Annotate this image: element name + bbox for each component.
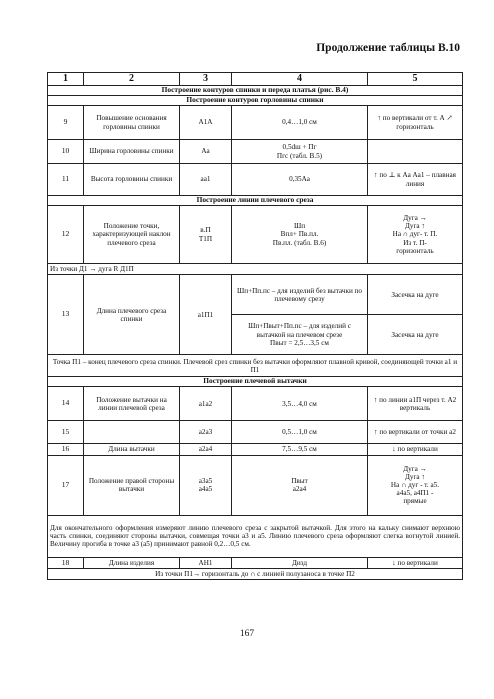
table-continuation-title: Продолжение таблицы В.10 bbox=[316, 42, 460, 54]
row-symbol: а2а4 bbox=[180, 444, 232, 456]
row-note: Точка П1 – конец плечевого среза спинки. Плечевой срез спинки без вытачки оформляют плавной кривой, соединяющей точки а1 и П1 bbox=[48, 355, 463, 377]
row-value: Дизд bbox=[232, 557, 368, 569]
value-line: Впл+ Пв.пл. bbox=[280, 230, 319, 239]
row-value: 7,5…9,5 см bbox=[232, 444, 368, 456]
section-neck: Построение контуров горловины спинки bbox=[48, 96, 463, 106]
row-symbol: А1А bbox=[180, 106, 232, 140]
value-line: а2а4 bbox=[292, 485, 307, 494]
row-symbol bbox=[180, 455, 232, 515]
row-symbol: Аа bbox=[180, 140, 232, 164]
direction-line: Дуга → bbox=[403, 214, 427, 223]
symbol-line: а4а5 bbox=[198, 485, 213, 494]
row-value: 3,5…4,0 см bbox=[232, 387, 368, 421]
row-value: 0,4…1,0 см bbox=[232, 106, 368, 140]
row-direction bbox=[368, 140, 463, 164]
row-direction: ↑ по вертикали от т. А ↗ горизонталь bbox=[368, 106, 463, 140]
row-number: 15 bbox=[48, 421, 84, 444]
row-value bbox=[232, 206, 368, 264]
table-row bbox=[48, 455, 463, 515]
row-name: Длина вытачки bbox=[84, 444, 180, 456]
row-number: 12 bbox=[48, 206, 84, 264]
direction-line: прямые bbox=[403, 497, 427, 506]
row-direction bbox=[368, 206, 463, 264]
direction-line: На ∩ дуг - т. а5. bbox=[390, 481, 440, 490]
table-row bbox=[48, 140, 463, 164]
row-name: Длина плечевого среза спинки bbox=[84, 275, 180, 355]
value-line: Пвыт bbox=[291, 477, 308, 485]
direction-line: Из т. П- bbox=[403, 238, 427, 247]
section-row bbox=[48, 377, 463, 387]
row-symbol: а1П1 bbox=[180, 275, 232, 355]
row-note: Из точки П1→ горизонталь до ∩ с линией полузаноса в точке П2 bbox=[48, 569, 463, 580]
table-row bbox=[48, 275, 463, 315]
row-symbol: АН1 bbox=[180, 557, 232, 569]
direction-line: а4а5, а4П1 - bbox=[396, 489, 434, 498]
row-direction: ↓ по вертикали bbox=[368, 444, 463, 456]
row-direction: ↓ по вертикали bbox=[368, 557, 463, 569]
value-line: Пв.пл. (табл. В.6) bbox=[272, 238, 327, 247]
section-row bbox=[48, 86, 463, 96]
direction-line: горизонталь bbox=[396, 246, 434, 255]
symbol-line: в.П bbox=[200, 226, 211, 235]
section-shoulder: Построение линии плечевого среза bbox=[48, 196, 463, 206]
row-name: Повышение основания горловины спинки bbox=[84, 106, 180, 140]
row-symbol: а2а3 bbox=[180, 421, 232, 444]
table-row bbox=[48, 557, 463, 569]
table-row bbox=[48, 164, 463, 196]
row-symbol: аа1 bbox=[180, 164, 232, 196]
row-value: 0,35Аа bbox=[232, 164, 368, 196]
row-direction bbox=[368, 455, 463, 515]
row-value bbox=[232, 315, 368, 355]
row-symbol bbox=[180, 206, 232, 264]
symbol-line: Т1П bbox=[198, 234, 213, 243]
row-name: Высота горловины спинки bbox=[84, 164, 180, 196]
note-row bbox=[48, 355, 463, 377]
header-col-4: 4 bbox=[232, 73, 368, 86]
section-row bbox=[48, 96, 463, 106]
row-number: 14 bbox=[48, 387, 84, 421]
row-number: 16 bbox=[48, 444, 84, 456]
table-row bbox=[48, 444, 463, 456]
row-number: 10 bbox=[48, 140, 84, 164]
direction-line: Дуга → bbox=[403, 464, 427, 473]
row-name: Длина изделия bbox=[84, 557, 180, 569]
row-direction: ↑ по ⊥ к Аа Аа1 – плавная линия bbox=[368, 164, 463, 196]
section-row bbox=[48, 196, 463, 206]
section-contours: Построение контуров спинки и переда платья (рис. В.4) bbox=[48, 86, 463, 96]
note-row bbox=[48, 569, 463, 580]
row-number: 13 bbox=[48, 275, 84, 355]
row-number: 17 bbox=[48, 455, 84, 515]
direction-line: Дуга ↑ bbox=[404, 222, 426, 231]
header-col-2: 2 bbox=[84, 73, 180, 86]
row-direction: Засечка на дуге bbox=[368, 275, 463, 315]
row-value bbox=[232, 455, 368, 515]
row-note: Для окончательного оформления измеряют линию плечевого среза с закрытой вытачкой. Для этого на кальку снимают верхнюю часть спинки, соединяют стороны вытачки, совмещая точки а3 и а5. Линию плечевого среза оформляют слегка вогнутой линией. Величину прогиба в точке а3 (а5) принимают равной 0,2…0,5 см. bbox=[48, 515, 463, 557]
row-number: 18 bbox=[48, 557, 84, 569]
row-direction: ↑ по вертикали от точки а2 bbox=[368, 421, 463, 444]
row-symbol: а1а2 bbox=[180, 387, 232, 421]
value-line: Шп+Пвыт+Пп.пс – для изделий с вытачкой на плечевом срезе bbox=[248, 322, 351, 339]
row-direction: Засечка на дуге bbox=[368, 315, 463, 355]
table-header-row bbox=[48, 73, 463, 86]
row-value bbox=[232, 140, 368, 164]
row-value: 0,5…1,0 см bbox=[232, 421, 368, 444]
value-line: 0,5dш + Пг bbox=[282, 143, 317, 152]
row-number: 11 bbox=[48, 164, 84, 196]
table-row bbox=[48, 387, 463, 421]
row-name: Ширина горловины спинки bbox=[84, 140, 180, 164]
row-number: 9 bbox=[48, 106, 84, 140]
direction-line: На ∩ дуг- т. П. bbox=[392, 230, 438, 239]
table-row bbox=[48, 106, 463, 140]
table-row bbox=[48, 206, 463, 264]
row-direction: ↑ по линии а1П через т. А2 вертикаль bbox=[368, 387, 463, 421]
symbol-line: а3а5 bbox=[198, 477, 213, 485]
header-col-1: 1 bbox=[48, 73, 84, 86]
row-name: Положение точки, характеризующей наклон плечевого среза bbox=[84, 206, 180, 264]
row-name: Положение правой стороны вытачки bbox=[84, 455, 180, 515]
construction-table bbox=[47, 72, 463, 580]
row-name bbox=[84, 421, 180, 444]
header-col-5: 5 bbox=[368, 73, 463, 86]
value-line: Пгс (табл. В.5) bbox=[276, 151, 323, 160]
row-value: Шп+Пп.пс – для изделий без вытачки по плечевому срезу bbox=[232, 275, 368, 315]
note-row bbox=[48, 264, 463, 275]
header-col-3: 3 bbox=[180, 73, 232, 86]
value-line: Пвыт = 2,5…3,5 см bbox=[270, 338, 329, 347]
note-row bbox=[48, 515, 463, 557]
page-number: 167 bbox=[239, 629, 255, 639]
row-note: Из точки Д1 → дуга R Д1П bbox=[48, 264, 463, 275]
value-line: Шп bbox=[293, 222, 306, 231]
row-name: Положение вытачки на линии плечевой среза bbox=[84, 387, 180, 421]
direction-line: Дуга ↑ bbox=[404, 472, 426, 481]
table-row bbox=[48, 421, 463, 444]
section-armhole: Построение плечевой вытачки bbox=[48, 377, 463, 387]
